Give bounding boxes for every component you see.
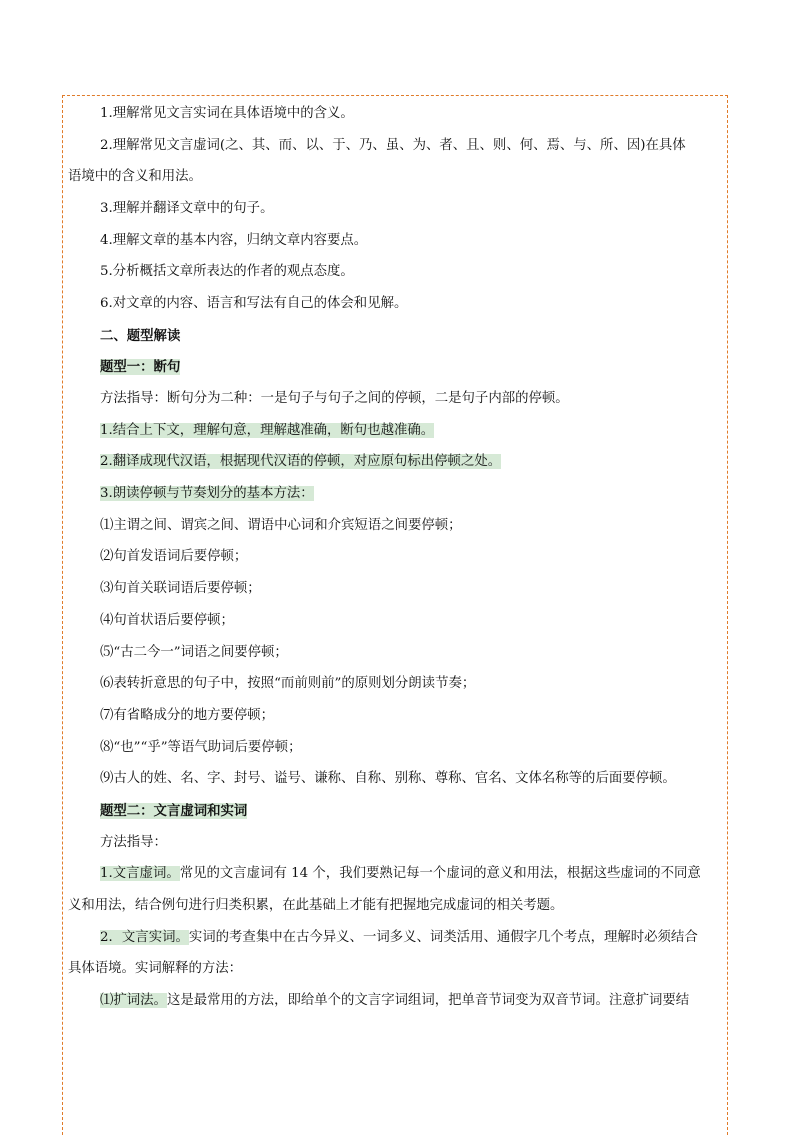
rule-3: ⑶句首关联词语后要停顿；: [100, 581, 261, 596]
type2-para-2-cont: 具体语境。实词解释的方法：: [68, 961, 243, 976]
rule-5: ⑸“古二今一”词语之间要停顿；: [100, 645, 288, 660]
type2-title: 题型二：文言虚词和实词: [100, 803, 248, 819]
type2-para-2: [100, 928, 698, 948]
rule-2: ⑵句首发语词后要停顿；: [100, 549, 248, 564]
objective-1: 1.理解常见文言实词在具体语境中的含义。: [100, 106, 354, 121]
type2-para-2-text: 实词的考查集中在古今异义、一词多义、词类活用、通假字几个考点，理解时必须结合: [188, 930, 698, 945]
objective-4: 4.理解文章的基本内容，归纳文章内容要点。: [100, 233, 368, 248]
type1-heading: [100, 357, 180, 377]
type1-method-2: [100, 452, 501, 472]
objective-6: 6.对文章的内容、语言和写法有自己的体会和见解。: [100, 296, 408, 311]
rule-7: ⑺有省略成分的地方要停顿；: [100, 708, 275, 723]
rule-9: ⑼古人的姓、名、字、封号、谥号、谦称、自称、别称、尊称、官名、文体名称等的后面要停顿。: [100, 771, 676, 786]
objective-2-cont: 语境中的含义和用法。: [68, 169, 202, 184]
type2-para-2-label: 2．文言实词。: [100, 930, 189, 945]
type1-method-1-text: 1.结合上下文，理解句意，理解越准确，断句也越准确。: [100, 423, 435, 438]
type2-para-3: [100, 991, 689, 1011]
rule-4: ⑷句首状语后要停顿；: [100, 613, 234, 628]
type1-method-1: [100, 421, 434, 441]
type2-heading: [100, 801, 247, 821]
type2-para-3-label: ⑴扩词法。: [100, 993, 167, 1008]
rule-8: ⑻“也”“乎”等语气助词后要停顿；: [100, 740, 302, 755]
objective-3: 3.理解并翻译文章中的句子。: [100, 201, 274, 216]
section-title: 二、题型解读: [100, 328, 181, 344]
type2-para-1-text: 常见的文言虚词有 14 个，我们要熟记每一个虚词的意义和用法，根据这些虚词的不同意: [179, 866, 701, 881]
type2-guide: 方法指导：: [100, 835, 167, 850]
type1-method-2-text: 2.翻译成现代汉语，根据现代汉语的停顿，对应原句标出停顿之处。: [100, 454, 502, 469]
type1-guide: 方法指导：断句分为二种：一是句子与句子之间的停顿，二是句子内部的停顿。: [100, 391, 569, 406]
objective-2: 2.理解常见文言虚词(之、其、而、以、于、乃、虽、为、者、且、则、何、焉、与、所、因)在具体: [100, 138, 686, 153]
type2-para-1-label: 1.文言虚词。: [100, 866, 180, 881]
objective-5: 5.分析概括文章所表达的作者的观点态度。: [100, 264, 354, 279]
rule-6: ⑹表转折意思的句子中，按照“而前则前”的原则划分朗读节奏；: [100, 676, 476, 691]
type2-para-1: [100, 864, 701, 884]
type2-para-1-cont: 义和用法，结合例句进行归类积累，在此基础上才能有把握地完成虚词的相关考题。: [68, 898, 564, 913]
type2-para-3-text: 这是最常用的方法，即给单个的文言字词组词，把单音节词变为双音节词。注意扩词要结: [166, 993, 690, 1008]
type1-title: 题型一：断句: [100, 359, 181, 375]
type1-method-3: [100, 484, 314, 504]
type1-method-3-text: 3.朗读停顿与节奏划分的基本方法：: [100, 486, 314, 501]
rule-1: ⑴主谓之间、谓宾之间、谓语中心词和介宾短语之间要停顿；: [100, 518, 462, 533]
